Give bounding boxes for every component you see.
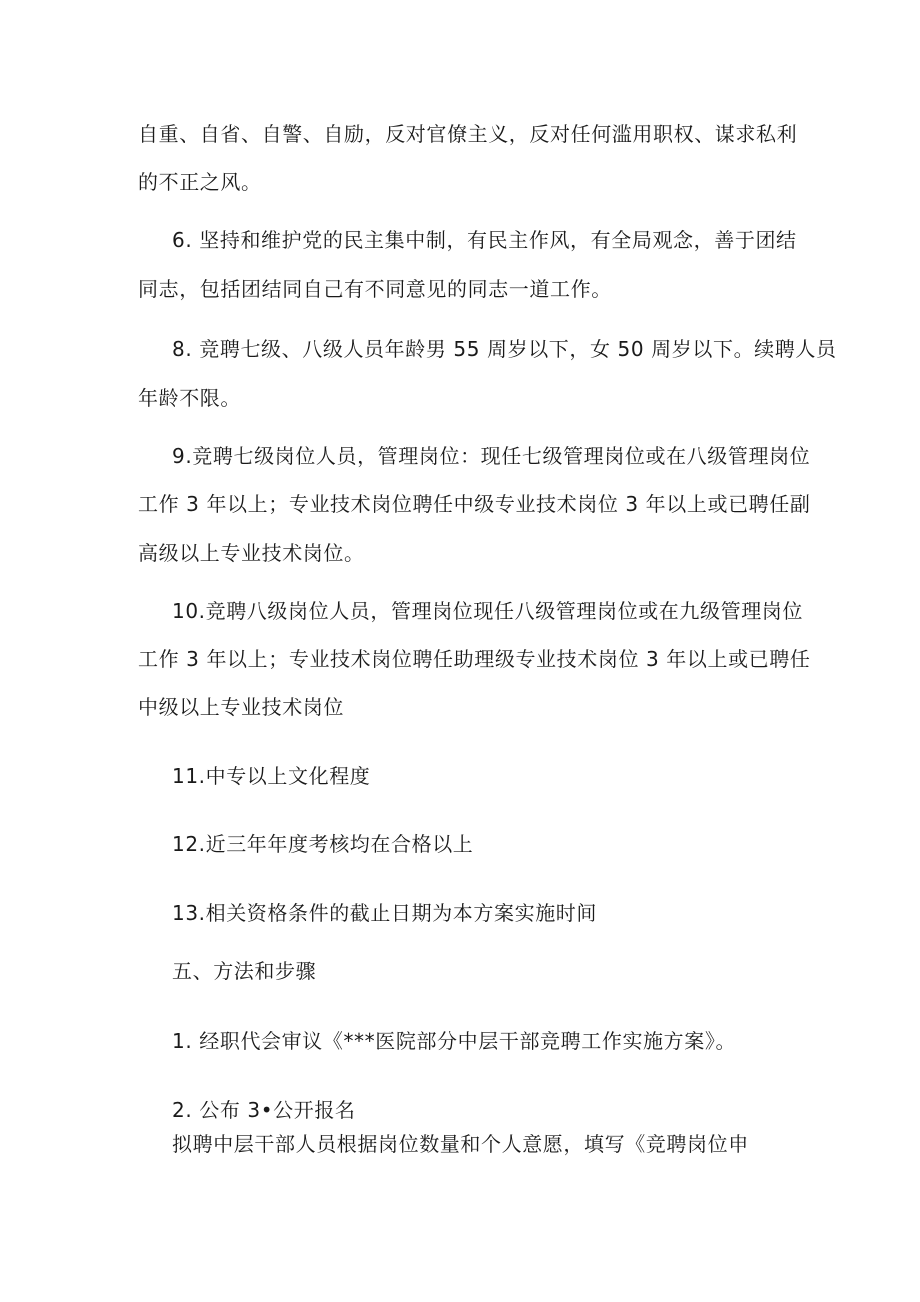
list-item-13: 13.相关资格条件的截止日期为本方案实施时间 xyxy=(172,901,598,925)
list-item-9: 9.竞聘七级岗位人员，管理岗位：现任七级管理岗位或在八级管理岗位 xyxy=(172,444,811,468)
text-line: 工作 3 年以上；专业技术岗位聘任助理级专业技术岗位 3 年以上或已聘任 xyxy=(138,647,811,671)
step-1: 1. 经职代会审议《***医院部分中层干部竞聘工作实施方案》。 xyxy=(172,1029,737,1053)
text-line: 年龄不限。 xyxy=(138,386,241,410)
text-line: 高级以上专业技术岗位。 xyxy=(138,541,365,565)
text-line: 中级以上专业技术岗位 xyxy=(138,695,344,719)
text-line: 自重、自省、自警、自励，反对官僚主义，反对任何滥用职权、谋求私利 xyxy=(138,122,798,146)
text-line: 的不正之风。 xyxy=(138,170,262,194)
text-line: 同志，包括团结同自己有不同意见的同志一道工作。 xyxy=(138,277,612,301)
list-item-6: 6. 坚持和维护党的民主集中制，有民主作风，有全局观念，善于团结 xyxy=(172,228,797,252)
list-item-8: 8. 竞聘七级、八级人员年龄男 55 周岁以下，女 50 周岁以下。续聘人员 xyxy=(172,337,837,361)
text-line: 拟聘中层干部人员根据岗位数量和个人意愿，填写《竞聘岗位申 xyxy=(172,1132,749,1156)
step-2: 2. 公布 3•公开报名 xyxy=(172,1098,356,1122)
list-item-11: 11.中专以上文化程度 xyxy=(172,764,371,788)
section-heading: 五、方法和步骤 xyxy=(172,959,317,983)
text-line: 工作 3 年以上；专业技术岗位聘任中级专业技术岗位 3 年以上或已聘任副 xyxy=(138,492,811,516)
list-item-12: 12.近三年年度考核均在合格以上 xyxy=(172,832,474,856)
list-item-10: 10.竞聘八级岗位人员，管理岗位现任八级管理岗位或在九级管理岗位 xyxy=(172,599,804,623)
